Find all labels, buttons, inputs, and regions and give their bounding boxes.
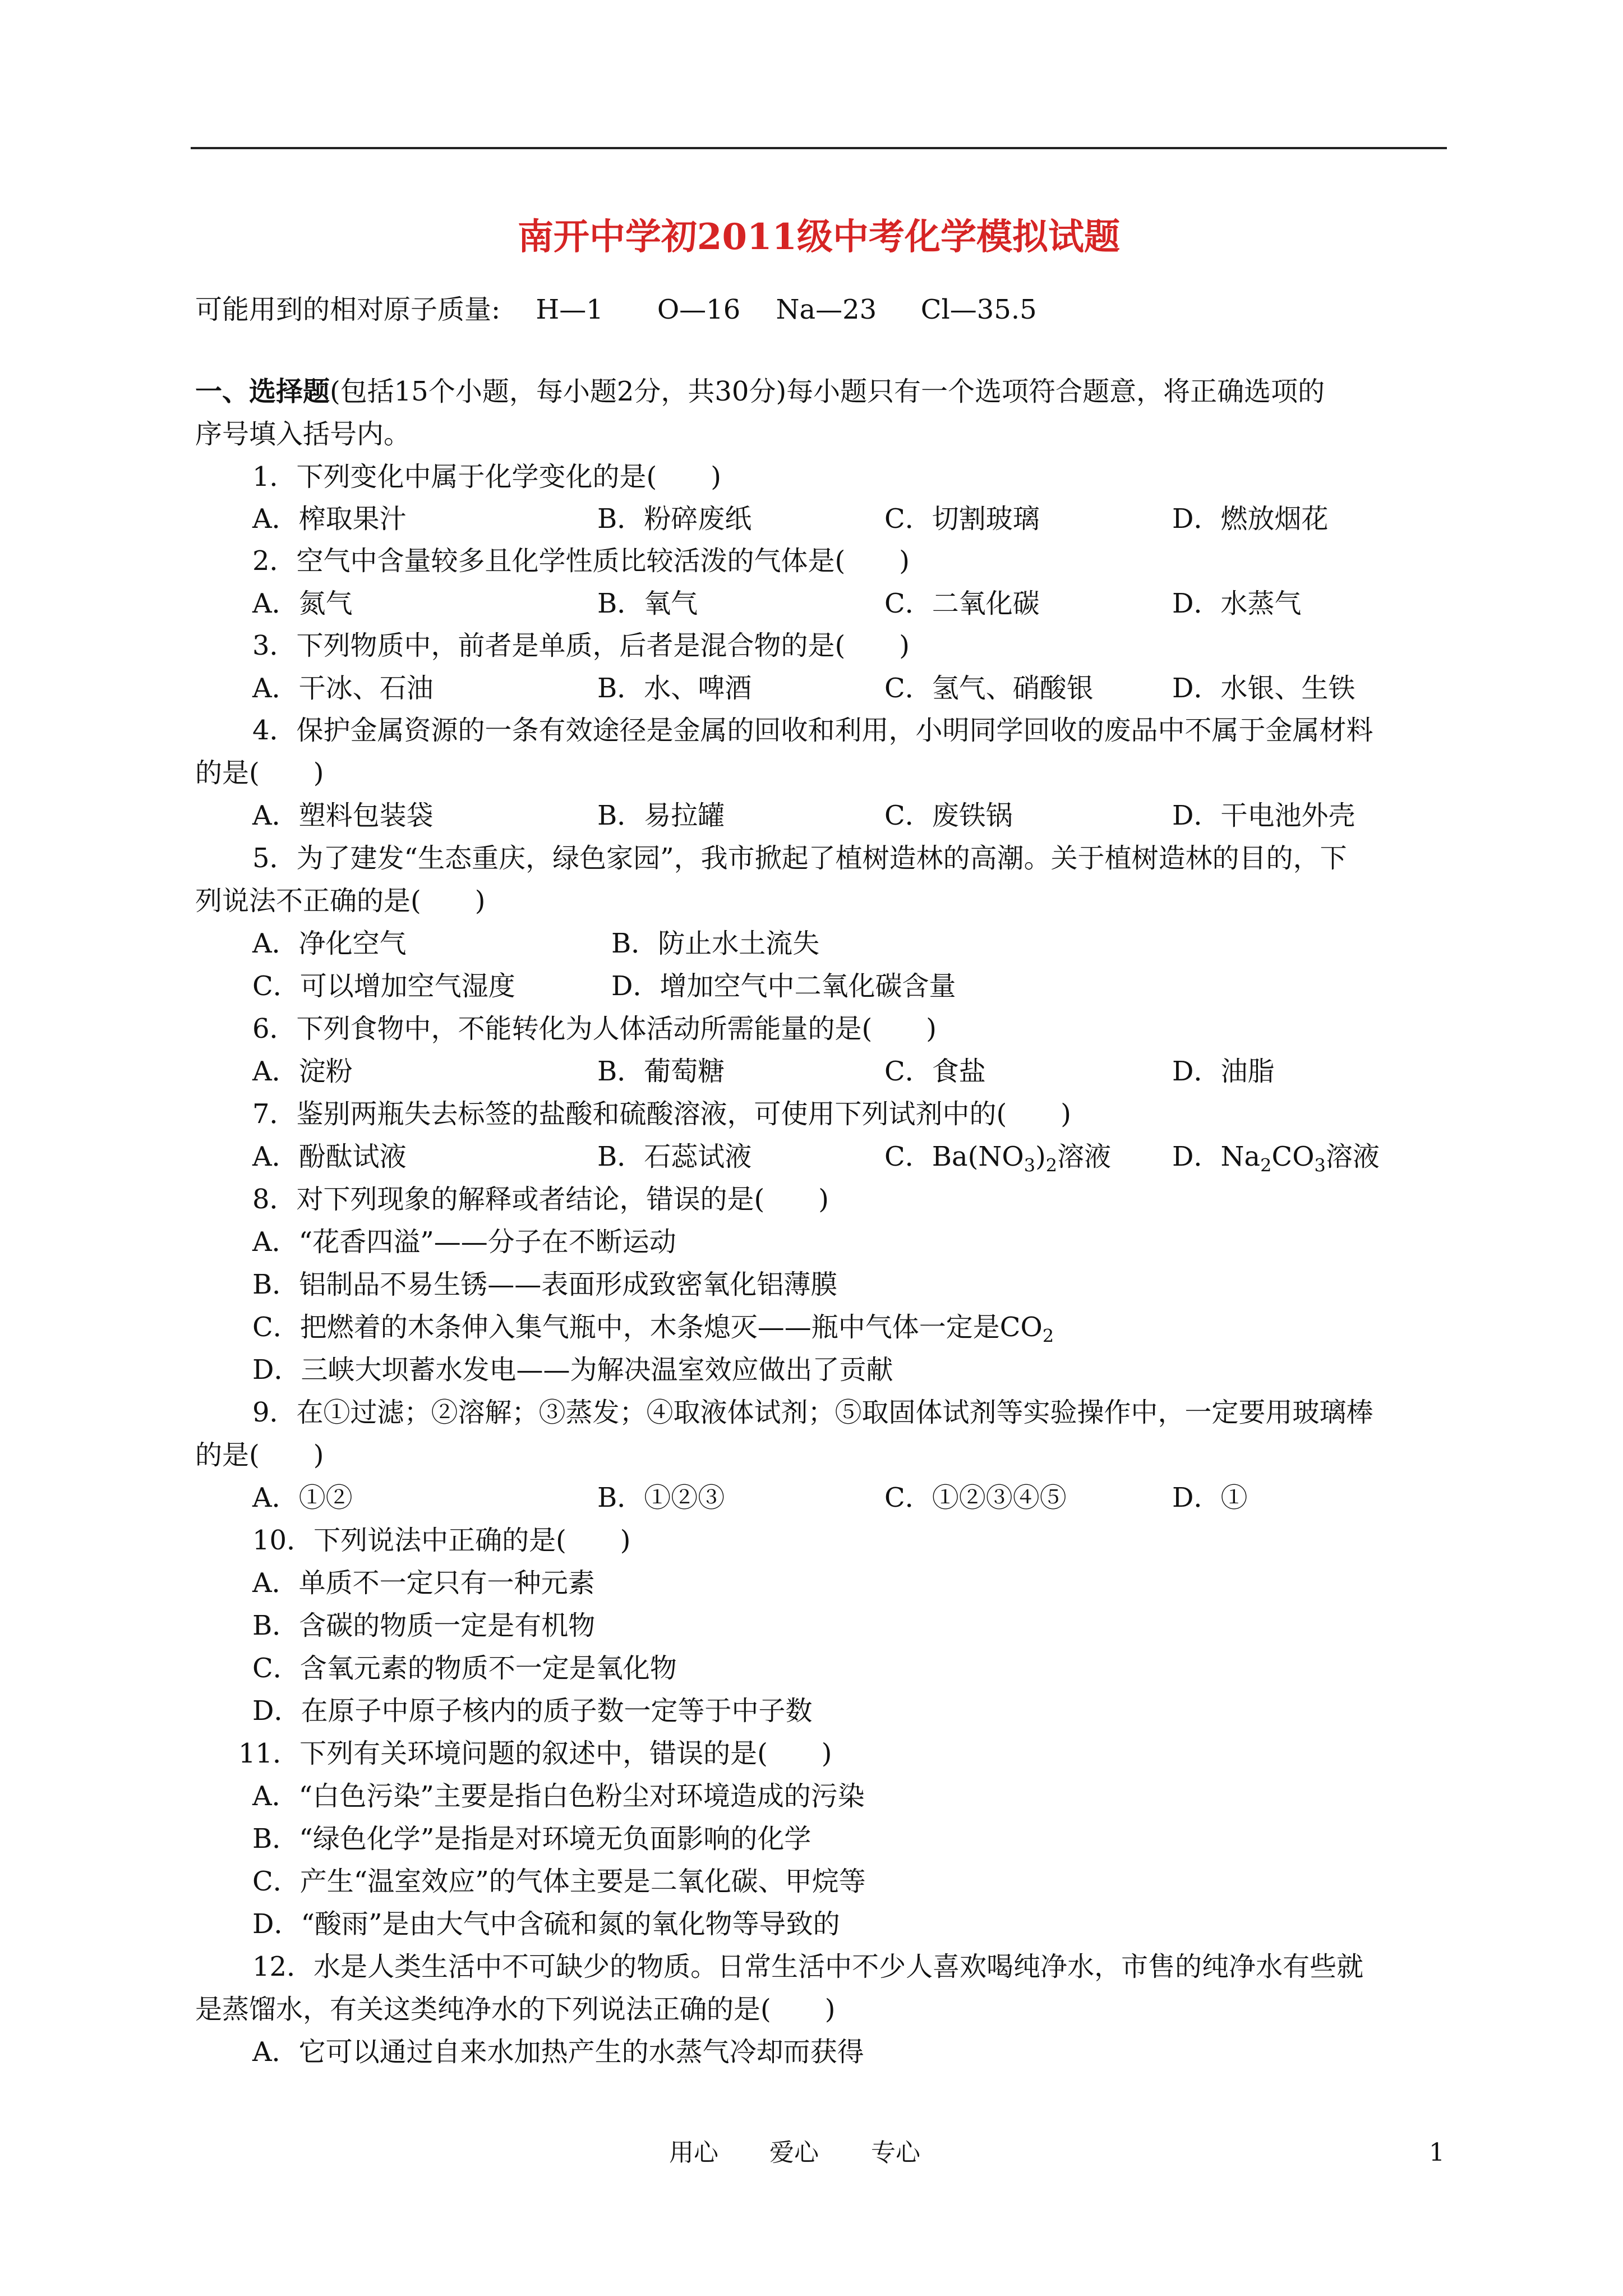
q11-option-c: C．产生“温室效应”的气体主要是二氧化碳、甲烷等 [252, 1866, 866, 1897]
q6-option-c: C．食盐 [884, 1056, 986, 1087]
q10-option-a: A．单质不一定只有一种元素 [252, 1567, 595, 1599]
q7-d-pre: D．Na [1172, 1141, 1261, 1172]
q2-option-a: A．氮气 [252, 588, 353, 619]
q2-option-c: C．二氧化碳 [884, 588, 1040, 619]
q7-c-sub: 3 [1023, 1154, 1036, 1176]
footer-text-2: 爱心 [769, 2138, 819, 2167]
q3-option-b: B．水、啤酒 [597, 673, 752, 704]
section-intro-text: (包括15个小题，每小题2分，共30分)每小题只有一个选项符合题意，将正确选项的 [330, 376, 1325, 407]
q10-stem: 10．下列说法中正确的是( ) [252, 1525, 631, 1556]
q7-c-pre: C．Ba(NO [884, 1141, 1024, 1172]
exam-title: 南开中学初2011级中考化学模拟试题 [517, 216, 1121, 258]
q1-option-c: C．切割玻璃 [884, 503, 1040, 535]
q7-d-sub: 2 [1260, 1154, 1272, 1176]
q7-c-post: ) [1035, 1141, 1046, 1172]
q3-option-a: A．干冰、石油 [252, 673, 434, 704]
atomic-masses: 可能用到的相对原子质量: H—1 O—16 Na—23 Cl—35.5 [195, 294, 1037, 325]
q9-option-c: C．①②③④⑤ [884, 1482, 1067, 1513]
q7-c-sub2: 2 [1045, 1154, 1058, 1176]
q9-option-a: A．①② [252, 1482, 353, 1513]
q2-option-d: D．水蒸气 [1172, 588, 1302, 619]
q5-option-a: A．净化空气 [252, 928, 407, 959]
page-number: 1 [1429, 2138, 1445, 2167]
q7-option-a: A．酚酞试液 [252, 1141, 407, 1172]
q7-d-tail: 溶液 [1325, 1141, 1380, 1172]
q12-option-a: A．它可以通过自来水加热产生的水蒸气冷却而获得 [252, 2036, 864, 2068]
q9-stem-2: 的是( ) [195, 1439, 324, 1471]
q3-option-d: D．水银、生铁 [1172, 673, 1355, 704]
q8-option-a: A．“花香四溢”——分子在不断运动 [252, 1226, 676, 1258]
q7-option-c [884, 1140, 1111, 1174]
q6-stem: 6．下列食物中，不能转化为人体活动所需能量的是( ) [252, 1013, 937, 1045]
q10-option-b: B．含碳的物质一定是有机物 [252, 1610, 596, 1641]
q10-option-d: D．在原子中原子核内的质子数一定等于中子数 [252, 1695, 813, 1727]
q8-option-c [252, 1310, 1503, 1347]
q2-option-b: B．氧气 [597, 588, 698, 619]
q11-stem: 11．下列有关环境问题的叙述中，错误的是( ) [238, 1738, 832, 1769]
q5-option-c: C．可以增加空气湿度 [252, 970, 515, 1002]
q11-option-a: A．“白色污染”主要是指白色粉尘对环境造成的污染 [252, 1780, 865, 1812]
q9-option-d: D．① [1172, 1482, 1248, 1513]
section-intro-2: 序号填入括号内。 [195, 418, 411, 450]
q8-option-d: D．三峡大坝蓄水发电——为解决温室效应做出了贡献 [252, 1354, 893, 1386]
q4-option-a: A．塑料包装袋 [252, 800, 434, 831]
q7-stem: 7．鉴别两瓶失去标签的盐酸和硫酸溶液，可使用下列试剂中的( ) [252, 1098, 1071, 1130]
header-rule [191, 147, 1447, 149]
section-heading: 一、选择题 [195, 376, 330, 407]
q7-option-d [1172, 1140, 1380, 1174]
q5-option-b: B．防止水土流失 [611, 928, 820, 959]
q9-stem: 9．在①过滤；②溶解；③蒸发；④取液体试剂；⑤取固体试剂等实验操作中，一定要用玻璃棒 [252, 1397, 1373, 1428]
q6-option-b: B．葡萄糖 [597, 1056, 725, 1087]
q3-option-c: C．氢气、硝酸银 [884, 673, 1094, 704]
footer-text-3: 专心 [871, 2138, 920, 2167]
footer-text-1: 用心 [669, 2138, 718, 2167]
q4-stem: 4．保护金属资源的一条有效途径是金属的回收和利用，小明同学回收的废品中不属于金属材料 [252, 715, 1373, 746]
q9-option-b: B．①②③ [597, 1482, 725, 1513]
q7-c-tail: 溶液 [1057, 1141, 1112, 1172]
q8-c-sub: 2 [1042, 1325, 1054, 1347]
q7-option-b: B．石蕊试液 [597, 1141, 752, 1172]
q12-stem-2: 是蒸馏水，有关这类纯净水的下列说法正确的是( ) [195, 1994, 836, 2025]
q5-stem: 5．为了建发“生态重庆，绿色家园”，我市掀起了植树造林的高潮。关于植树造林的目的，下 [252, 843, 1347, 874]
q6-option-d: D．油脂 [1172, 1056, 1275, 1087]
q1-stem: 1．下列变化中属于化学变化的是( ) [252, 461, 721, 493]
q7-d-mid: CO [1271, 1141, 1315, 1172]
section-intro [195, 375, 1446, 408]
q1-option-b: B．粉碎废纸 [597, 503, 752, 535]
q6-option-a: A．淀粉 [252, 1056, 353, 1087]
q12-stem: 12．水是人类生活中不可缺少的物质。日常生活中不少人喜欢喝纯净水，市售的纯净水有些就 [252, 1951, 1364, 1982]
q10-option-c: C．含氧元素的物质不一定是氧化物 [252, 1653, 677, 1684]
q5-option-d: D．增加空气中二氧化碳含量 [611, 970, 956, 1002]
q2-stem: 2．空气中含量较多且化学性质比较活泼的气体是( ) [252, 545, 910, 577]
q8-stem: 8．对下列现象的解释或者结论，错误的是( ) [252, 1184, 829, 1215]
q3-stem: 3．下列物质中，前者是单质，后者是混合物的是( ) [252, 630, 910, 661]
q8-option-b: B．铝制品不易生锈——表面形成致密氧化铝薄膜 [252, 1269, 838, 1300]
q8-c-pre: C．把燃着的木条伸入集气瓶中，木条熄灭——瓶中气体一定是CO [252, 1312, 1043, 1343]
q7-d-sub2: 3 [1314, 1154, 1326, 1176]
q4-stem-2: 的是( ) [195, 757, 324, 789]
q1-option-d: D．燃放烟花 [1172, 503, 1329, 535]
q4-option-b: B．易拉罐 [597, 800, 725, 831]
q5-stem-2: 列说法不正确的是( ) [195, 885, 486, 917]
q4-option-d: D．干电池外壳 [1172, 800, 1355, 831]
q4-option-c: C．废铁锅 [884, 800, 1013, 831]
q11-option-b: B．“绿色化学”是指是对环境无负面影响的化学 [252, 1823, 811, 1855]
q1-option-a: A．榨取果汁 [252, 503, 407, 535]
q11-option-d: D．“酸雨”是由大气中含硫和氮的氧化物等导致的 [252, 1908, 840, 1940]
